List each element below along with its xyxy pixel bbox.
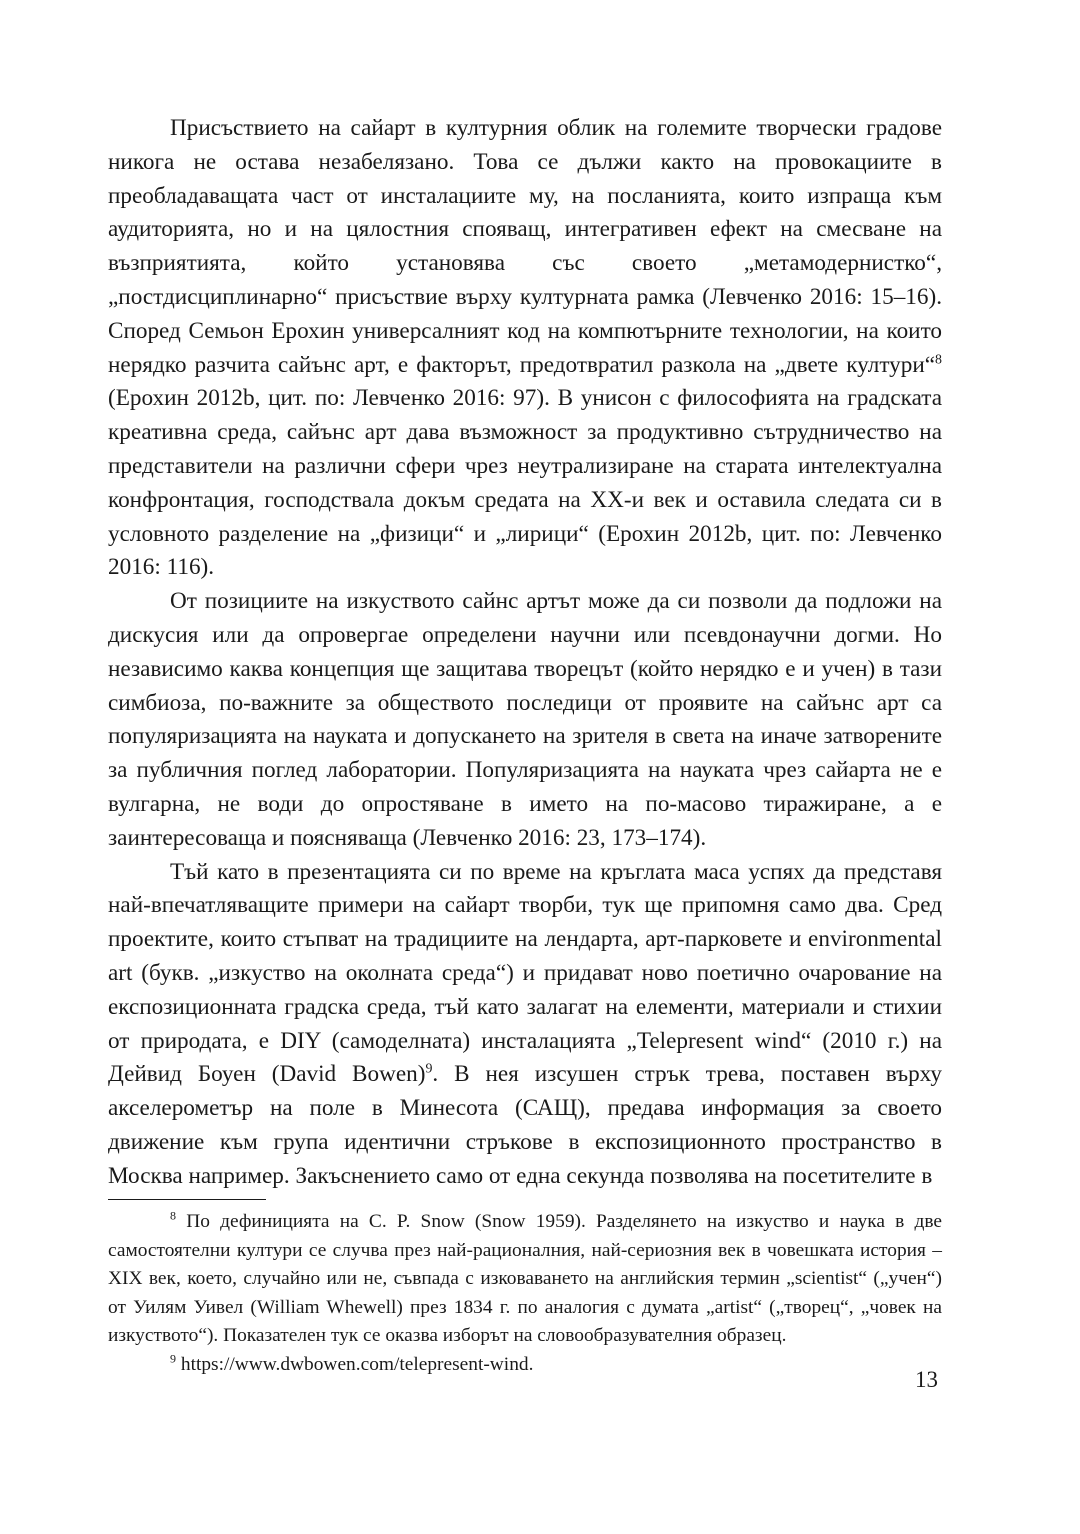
footnote-text: По дефиницията на C. P. Snow (Snow 1959). Разделянето на изкуство и наука в две самостоятелни култури се случва през най-рационалния, най-сериозния век в човешката история – XIX век, което, случайно или не, съвпада с изковаването на английския термин „scientist“ („учен“) от Уилям Уивел (William Whewell) през 1834 г. по аналогия с думата „artist“ („творец“, „човек на изкуството“). Показателен тук се оказва изборът на словообразувателния образец. (108, 1211, 942, 1347)
footnote-8 (108, 1208, 942, 1351)
paragraph-2: От позициите на изкуството сайнс артът може да си позволи да подложи на дискусия или да опровергае определени научни или псевдонаучни догми. Но независимо каква концепция ще защитава творецът (който нерядко е и учен) в тази симбиоза, по-важните за обществото последици от проявите на сайънс арт са популяризацията на науката и допускането на зрителя в света на иначе затворените за публичния поглед лаборатории. Популяризацията на науката чрез сайарта не е вулгарна, не води до опростяване в името на по-масово тиражиране, а е заинтересоваща и поясняваща (Левченко 2016: 23, 173–174). (108, 588, 942, 851)
footnote-number: 9 (170, 1351, 177, 1366)
footnotes (108, 1208, 942, 1380)
footnote-ref-9[interactable]: 9 (425, 1061, 433, 1077)
page-number: 13 (915, 1367, 938, 1392)
page-body (108, 112, 942, 1194)
footnote-9 (108, 1351, 942, 1380)
paragraph-3 (108, 856, 942, 1194)
main-text (108, 112, 942, 1194)
paragraph-3-text-cont: . В нея изсушен стрък трева, поставен върху акселерометър на поле в Минесота (САЩ), предава информация за своето движение към група идентични стръкове в експозиционното пространство в Москва например. Закъснението само от една секунда позволява на посетителите в (108, 1061, 942, 1189)
paragraph-1-text: Присъствието на сайарт в културния облик на големите творчески градове никога не остава незабелязано. Това се дължи както на провокациите в преобладаващата част от инсталациите му, на посланията, които изпраща към аудиторията, но и на цялостния спояващ, интегративен ефект на смесване на възприятията, който установява със своето „метамодернистко“, „постдисциплинарно“ присъствие върху културната рамка (Левченко 2016: 15–16). Според Семьон Ерохин универсалният код на компютърните технологии, на които нерядко разчита сайънс арт, е факторът, предотвратил разкола на „двете култури“ (108, 115, 942, 378)
paragraph-3-text: Тъй като в презентацията си по време на кръглата маса успях да представя най-впечатляващите примери на сайарт творби, тук ще припомня само два. Сред проектите, които стъпват на традициите на лендарта, арт-парковете и environmental art (букв. „изкуство на околната среда“) и придават ново поетично очарование на експозиционната градска среда, тъй като залагат на елементи, материали и стихии от природата, е DIY (самоделната) инсталацията „Telepresent wind“ (2010 г.) на Дейвид Боуен (David Bowen) (108, 858, 942, 1088)
footnote-divider (108, 1199, 266, 1200)
paragraph-1-text-cont: (Ерохин 2012b, цит. по: Левченко 2016: 97). В унисон с философията на градската креативна среда, сайънс арт дава възможност за продуктивно сътрудничество на представители на различни сфери чрез неутрализиране на старата интелектуална конфронтация, господствала докъм средата на XX-и век и оставила следата си в условното разделение на „физици“ и „лирици“ (Ерохин 2012b, цит. по: Левченко 2016: 116). (108, 385, 942, 581)
footnote-link[interactable]: https://www.dwbowen.com/telepresent-wind. (180, 1353, 534, 1375)
paragraph-1 (108, 112, 942, 585)
footnote-number: 8 (170, 1208, 177, 1223)
footnote-ref-8[interactable]: 8 (935, 351, 942, 367)
